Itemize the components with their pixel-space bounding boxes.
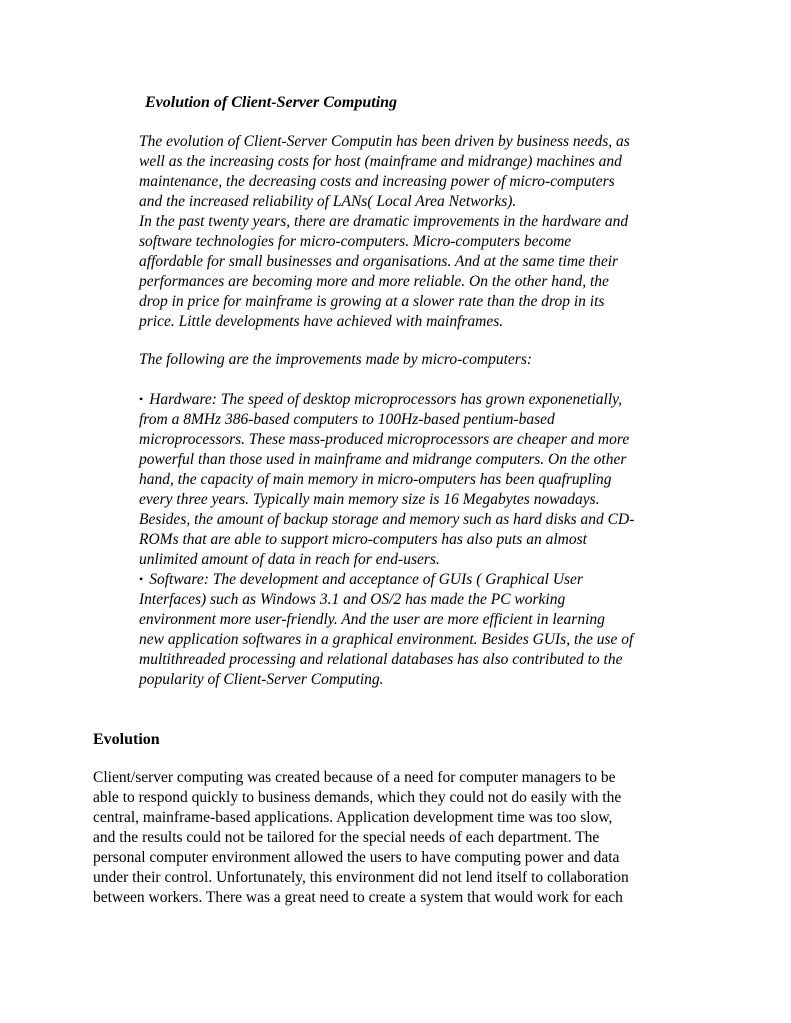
evolution-heading: Evolution	[93, 731, 160, 748]
bullet-list	[139, 390, 709, 690]
bullet-text: Hardware: The speed of desktop microprocessors has grown exponenetially,	[149, 391, 623, 408]
body-line: Client/server computing was created because of a need for computer managers to be	[93, 769, 616, 786]
evolution-paragraph	[93, 768, 713, 908]
bullet-item-hardware	[139, 390, 709, 570]
bullet-line: powerful than those used in mainframe and midrange computers. On the other	[139, 451, 627, 468]
intro-line: drop in price for mainframe is growing at a slower rate than the drop in its	[139, 293, 605, 310]
lead-sentence: The following are the improvements made by micro-computers:	[139, 351, 533, 368]
body-line: able to respond quickly to business demands, which they could not do easily with the	[93, 789, 622, 806]
bullet-line	[139, 390, 709, 410]
intro-line: The evolution of Client-Server Computin has been driven by business needs, as	[139, 133, 630, 150]
intro-line: and the increased reliability of LANs( Local Area Networks).	[139, 193, 517, 210]
bullet-line: microprocessors. These mass-produced microprocessors are cheaper and more	[139, 431, 630, 448]
bullet-line: Besides, the amount of backup storage and memory such as hard disks and CD-	[139, 511, 635, 528]
bullet-icon: •	[139, 572, 144, 586]
bullet-line: ROMs that are able to support micro-computers has also puts an almost	[139, 531, 587, 548]
body-line: between workers. There was a great need to create a system that would work for each	[93, 889, 623, 906]
bullet-line: from a 8MHz 386-based computers to 100Hz-based pentium-based	[139, 411, 555, 428]
bullet-line: every three years. Typically main memory size is 16 Megabytes nowadays.	[139, 491, 600, 508]
intro-line: well as the increasing costs for host (mainframe and midrange) machines and	[139, 153, 622, 170]
bullet-item-software	[139, 570, 709, 690]
body-line: and the results could not be tailored for the special needs of each department. The	[93, 829, 600, 846]
bullet-icon: •	[139, 392, 144, 406]
intro-line: software technologies for micro-computers. Micro-computers become	[139, 233, 572, 250]
section-title: Evolution of Client-Server Computing	[145, 94, 398, 111]
bullet-line: environment more user-friendly. And the user are more efficient in learning	[139, 611, 605, 628]
intro-paragraph	[139, 132, 709, 332]
intro-line: performances are becoming more and more reliable. On the other hand, the	[139, 273, 609, 290]
bullet-line	[139, 570, 709, 590]
intro-line: affordable for small businesses and organisations. And at the same time their	[139, 253, 619, 270]
bullet-line: new application softwares in a graphical environment. Besides GUIs, the use of	[139, 631, 634, 648]
bullet-line: hand, the capacity of main memory in micro-omputers has been quafrupling	[139, 471, 612, 488]
bullet-text: Software: The development and acceptance of GUIs ( Graphical User	[149, 571, 583, 588]
body-line: personal computer environment allowed the users to have computing power and data	[93, 849, 620, 866]
body-line: central, mainframe-based applications. Application development time was too slow,	[93, 809, 613, 826]
bullet-line: Interfaces) such as Windows 3.1 and OS/2 has made the PC working	[139, 591, 566, 608]
body-line: under their control. Unfortunately, this environment did not lend itself to collaboration	[93, 869, 629, 886]
intro-line: price. Little developments have achieved with mainframes.	[139, 313, 504, 330]
bullet-line: unlimited amount of data in reach for end-users.	[139, 551, 440, 568]
intro-line: In the past twenty years, there are dramatic improvements in the hardware and	[139, 213, 629, 230]
bullet-line: multithreaded processing and relational databases has also contributed to the	[139, 651, 623, 668]
bullet-line: popularity of Client-Server Computing.	[139, 671, 384, 688]
intro-line: maintenance, the decreasing costs and increasing power of micro-computers	[139, 173, 615, 190]
